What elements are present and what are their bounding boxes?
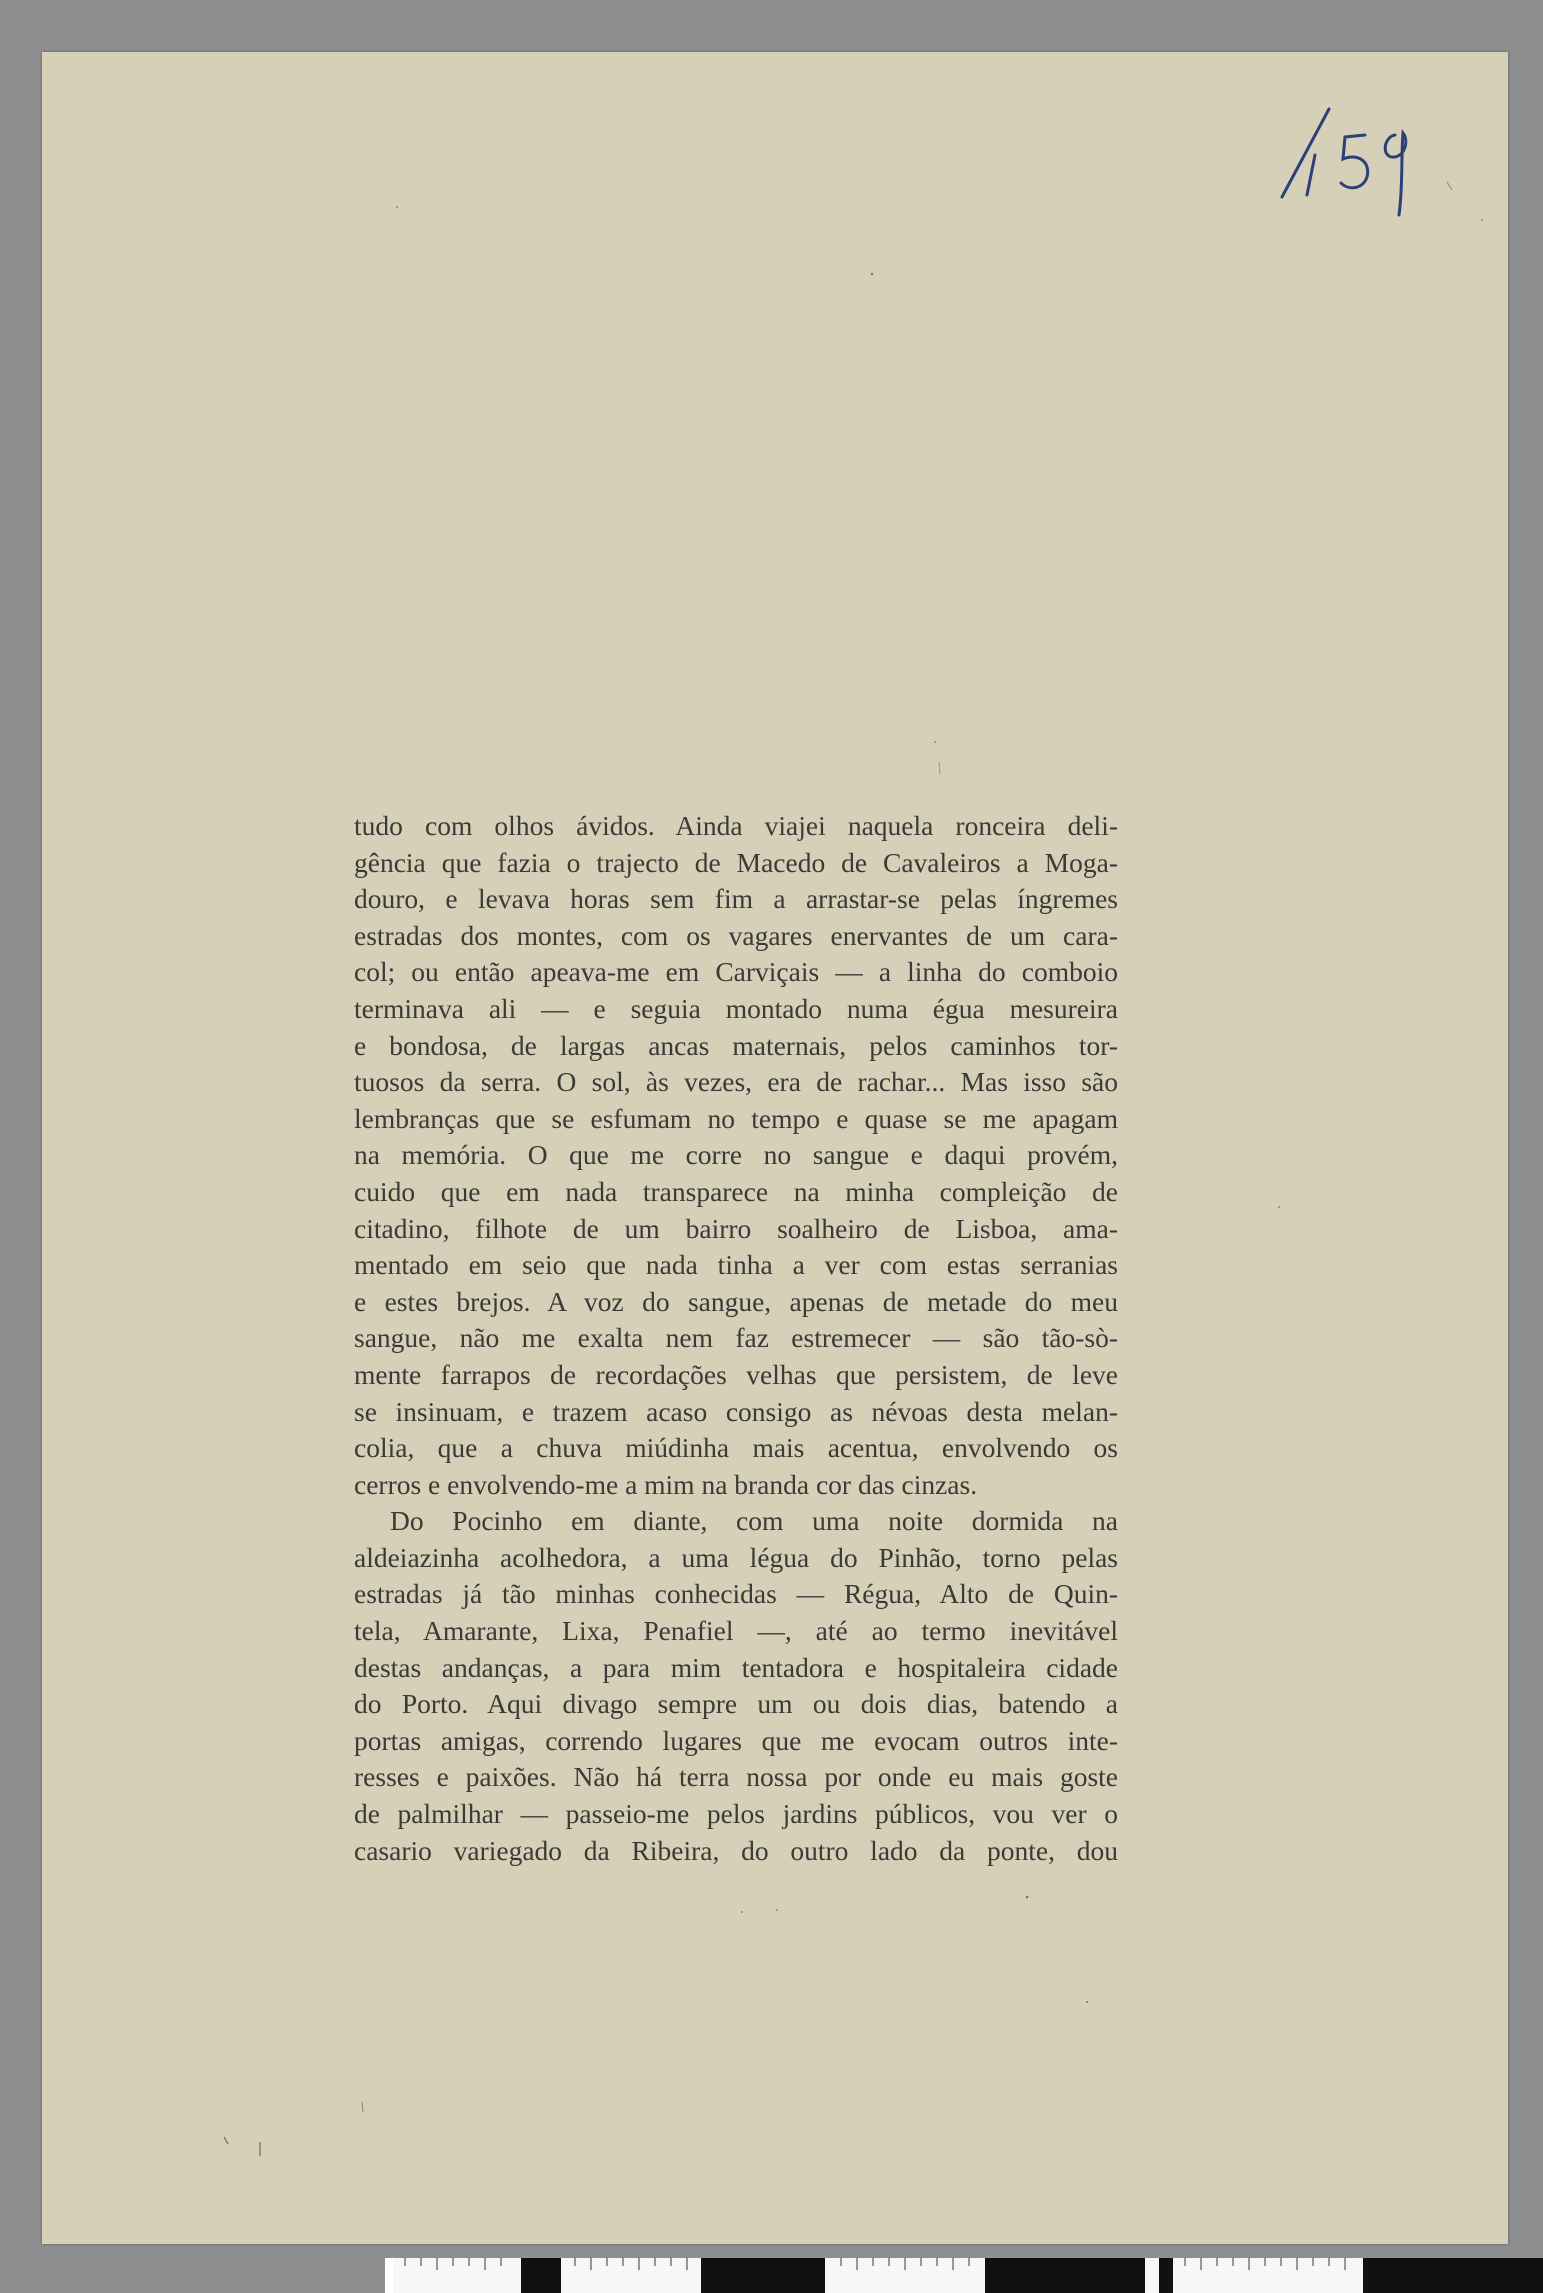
text-line: e bondosa, de largas ancas maternais, pelos caminhos tor- <box>354 1029 1118 1061</box>
text-line: tuosos da serra. O sol, às vezes, era de rachar... Mas isso são <box>354 1066 1118 1098</box>
text-line: Do Pocinho em diante, com uma noite dormida na <box>390 1505 1118 1537</box>
text-line: cuido que em nada transparece na minha compleição de <box>354 1175 1118 1207</box>
text-line: de palmilhar — passeio-me pelos jardins públicos, vou ver o <box>354 1798 1118 1830</box>
body-text <box>354 808 1118 1869</box>
folio-number <box>1267 97 1467 227</box>
text-line: colia, que a chuva miúdinha mais acentua, envolvendo os <box>354 1432 1118 1464</box>
paragraph-2 <box>354 1503 1118 1869</box>
paragraph-1 <box>354 808 1118 1503</box>
text-line: gência que fazia o trajecto de Macedo de Cavaleiros a Moga- <box>354 846 1118 878</box>
text-line: douro, e levava horas sem fim a arrastar-se pelas íngremes <box>354 883 1118 915</box>
text-line: se insinuam, e trazem acaso consigo as névoas desta melan- <box>354 1395 1118 1427</box>
text-line: mente farrapos de recordações velhas que persistem, de leve <box>354 1358 1118 1390</box>
text-line: sangue, não me exalta nem faz estremecer — são tão-sò- <box>354 1322 1118 1354</box>
document-page <box>42 52 1508 2244</box>
text-line: portas amigas, correndo lugares que me evocam outros inte- <box>354 1724 1118 1756</box>
text-line: estradas dos montes, com os vagares enervantes de um cara- <box>354 919 1118 951</box>
text-line: casario variegado da Ribeira, do outro lado da ponte, dou <box>354 1834 1118 1866</box>
text-line: lembranças que se esfumam no tempo e quase se me apagam <box>354 1102 1118 1134</box>
text-line: terminava ali — e seguia montado numa égua mesureira <box>354 992 1118 1024</box>
text-line: e estes brejos. A voz do sangue, apenas de metade do meu <box>354 1285 1118 1317</box>
folio-handwriting <box>1267 97 1467 227</box>
scale-ruler <box>385 2258 1543 2293</box>
text-line: estradas já tão minhas conhecidas — Régua, Alto de Quin- <box>354 1578 1118 1610</box>
text-line: citadino, filhote de um bairro soalheiro de Lisboa, ama- <box>354 1212 1118 1244</box>
text-line: resses e paixões. Não há terra nossa por onde eu mais goste <box>354 1761 1118 1793</box>
text-line: do Porto. Aqui divago sempre um ou dois dias, batendo a <box>354 1688 1118 1720</box>
text-line: tudo com olhos ávidos. Ainda viajei naquela ronceira deli- <box>354 810 1118 841</box>
text-line: col; ou então apeava-me em Carviçais — a linha do comboio <box>354 956 1118 988</box>
text-line: destas andanças, a para mim tentadora e hospitaleira cidade <box>354 1651 1118 1683</box>
text-line: mentado em seio que nada tinha a ver com estas serranias <box>354 1249 1118 1281</box>
text-line: na memória. O que me corre no sangue e daqui provém, <box>354 1139 1118 1171</box>
text-line: cerros e envolvendo-me a mim na branda cor das cinzas. <box>354 1468 978 1500</box>
text-line: tela, Amarante, Lixa, Penafiel —, até ao termo inevitável <box>354 1615 1118 1647</box>
text-line: aldeiazinha acolhedora, a uma légua do Pinhão, torno pelas <box>354 1541 1118 1573</box>
